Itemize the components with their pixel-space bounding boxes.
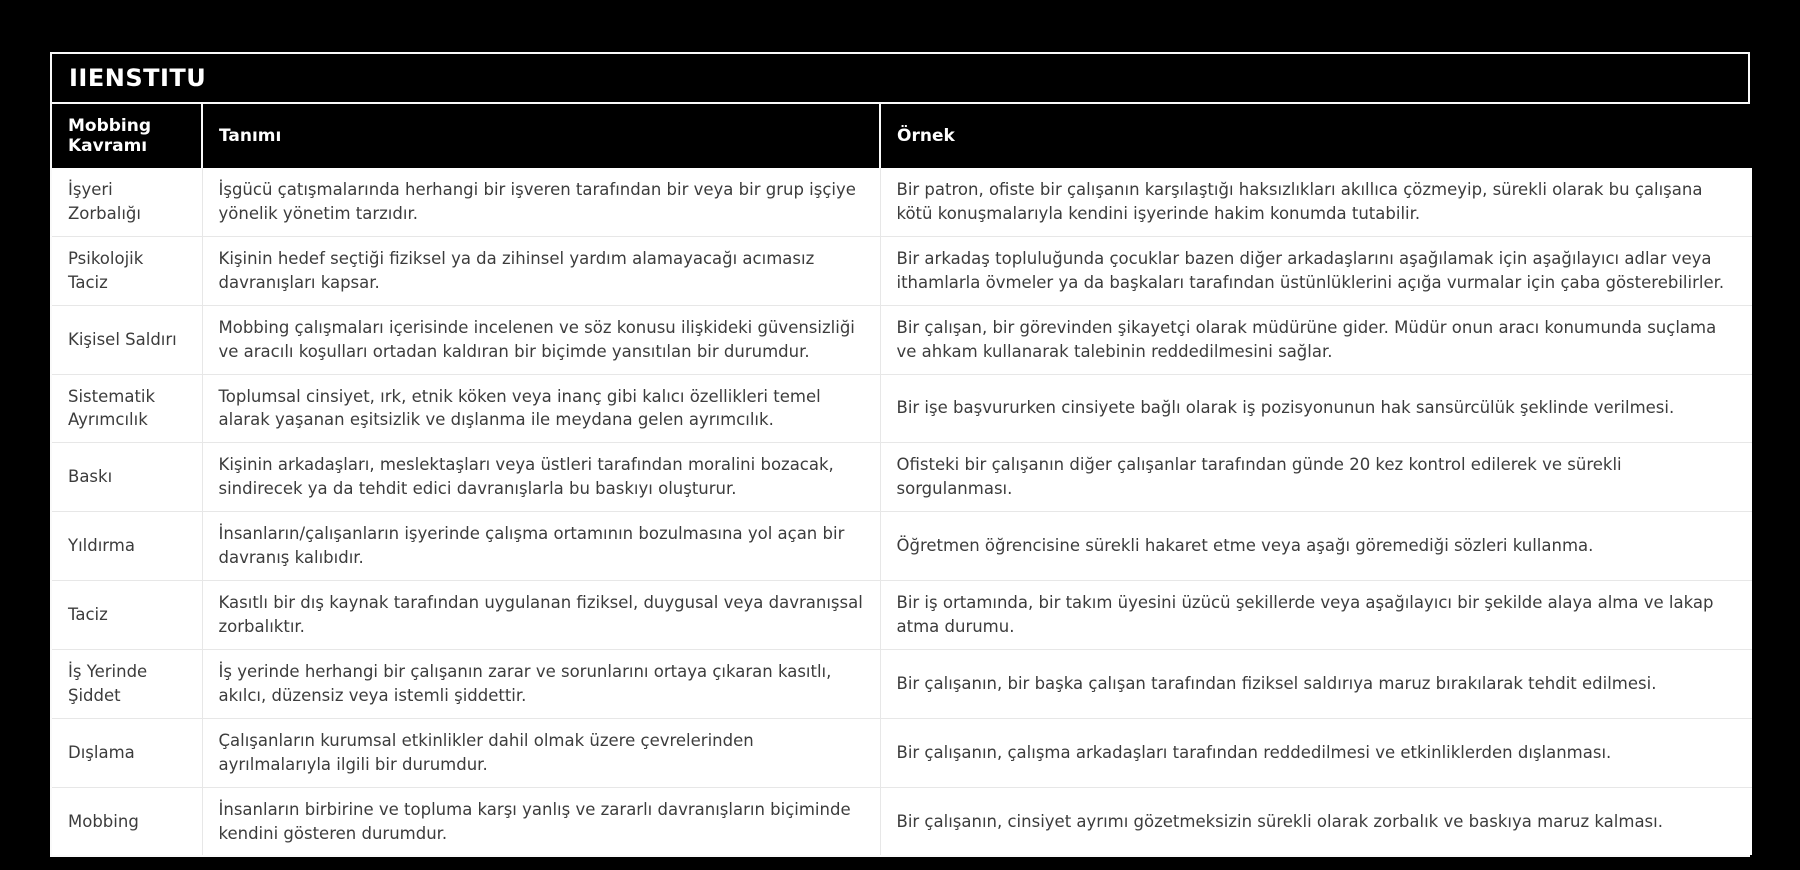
concept-cell: Psikolojik Taciz bbox=[52, 236, 202, 305]
concept-cell: Baskı bbox=[52, 443, 202, 512]
example-cell: Bir çalışan, bir görevinden şikayetçi olarak müdürüne gider. Müdür onun aracı konumunda suçlama ve ahkam kullanarak talebinin reddedilmesini sağlar. bbox=[880, 305, 1752, 374]
concept-cell: Mobbing bbox=[52, 787, 202, 855]
table-row bbox=[52, 236, 1752, 305]
table-row bbox=[52, 787, 1752, 855]
definition-cell: İşgücü çatışmalarında herhangi bir işveren tarafından bir veya bir grup işçiye yönelik yönetim tarzıdır. bbox=[202, 168, 880, 236]
definition-cell: Mobbing çalışmaları içerisinde incelenen ve söz konusu ilişkideki güvensizliği ve aracılı koşulları ortadan kaldıran bir biçimde yansıtılan bir durumdur. bbox=[202, 305, 880, 374]
definition-cell: Toplumsal cinsiyet, ırk, etnik köken veya inanç gibi kalıcı özellikleri temel alarak yaşanan eşitsizlik ve dışlanma ile meydana gelen ayrımcılık. bbox=[202, 374, 880, 443]
table-row bbox=[52, 443, 1752, 512]
table-row bbox=[52, 581, 1752, 650]
table-row bbox=[52, 649, 1752, 718]
table-header-row bbox=[52, 104, 1752, 168]
definition-cell: İnsanların/çalışanların işyerinde çalışma ortamının bozulmasına yol açan bir davranış kalıbıdır. bbox=[202, 512, 880, 581]
concept-cell: Kişisel Saldırı bbox=[52, 305, 202, 374]
example-cell: Bir çalışanın, çalışma arkadaşları tarafından reddedilmesi ve etkinliklerden dışlanması. bbox=[880, 718, 1752, 787]
example-cell: Bir patron, ofiste bir çalışanın karşılaştığı haksızlıkları akıllıca çözmeyip, sürekli olarak bu çalışana kötü konuşmalarıyla kendini işyerinde hakim konumda tutabilir. bbox=[880, 168, 1752, 236]
table-row bbox=[52, 168, 1752, 236]
table-row bbox=[52, 305, 1752, 374]
table-row bbox=[52, 718, 1752, 787]
example-cell: Öğretmen öğrencisine sürekli hakaret etme veya aşağı göremediği sözleri kullanma. bbox=[880, 512, 1752, 581]
concept-cell: Yıldırma bbox=[52, 512, 202, 581]
definition-cell: İş yerinde herhangi bir çalışanın zarar ve sorunlarını ortaya çıkaran kasıtlı, akılcı, düzensiz veya istemli şiddettir. bbox=[202, 649, 880, 718]
concept-cell: İşyeri Zorbalığı bbox=[52, 168, 202, 236]
definition-cell: Kişinin arkadaşları, meslektaşları veya üstleri tarafından moralini bozacak, sindirecek ya da tehdit edici davranışlarla bu baskıyı oluşturur. bbox=[202, 443, 880, 512]
definition-cell: Kasıtlı bir dış kaynak tarafından uygulanan fiziksel, duygusal veya davranışsal zorbalıktır. bbox=[202, 581, 880, 650]
column-header-definition: Tanımı bbox=[202, 104, 880, 168]
example-cell: Bir çalışanın, bir başka çalışan tarafından fiziksel saldırıya maruz bırakılarak tehdit edilmesi. bbox=[880, 649, 1752, 718]
concept-cell: İş Yerinde Şiddet bbox=[52, 649, 202, 718]
example-cell: Bir arkadaş topluluğunda çocuklar bazen diğer arkadaşlarını aşağılamak için aşağılayıcı adlar veya ithamlarla övmeler ya da başkaları tarafından üstünlüklerini açığa vurmalar için çaba gösterebilirler. bbox=[880, 236, 1752, 305]
table-header bbox=[52, 104, 1752, 168]
example-cell: Bir çalışanın, cinsiyet ayrımı gözetmeksizin sürekli olarak zorbalık ve baskıya maruz kalması. bbox=[880, 787, 1752, 855]
definition-cell: Çalışanların kurumsal etkinlikler dahil olmak üzere çevrelerinden ayrılmalarıyla ilgili bir durumdur. bbox=[202, 718, 880, 787]
column-header-example: Örnek bbox=[880, 104, 1752, 168]
definition-cell: İnsanların birbirine ve topluma karşı yanlış ve zararlı davranışların biçiminde kendini gösteren durumdur. bbox=[202, 787, 880, 855]
concept-cell: Sistematik Ayrımcılık bbox=[52, 374, 202, 443]
concept-cell: Taciz bbox=[52, 581, 202, 650]
table-body bbox=[52, 168, 1752, 855]
mobbing-concepts-table bbox=[52, 104, 1752, 855]
concept-cell: Dışlama bbox=[52, 718, 202, 787]
mobbing-table-card bbox=[50, 52, 1750, 857]
column-header-concept: Mobbing Kavramı bbox=[52, 104, 202, 168]
example-cell: Bir işe başvururken cinsiyete bağlı olarak iş pozisyonunun hak sansürcülük şeklinde verilmesi. bbox=[880, 374, 1752, 443]
table-row bbox=[52, 374, 1752, 443]
page-title: IIENSTITU bbox=[52, 54, 1748, 104]
definition-cell: Kişinin hedef seçtiği fiziksel ya da zihinsel yardım alamayacağı acımasız davranışları kapsar. bbox=[202, 236, 880, 305]
table-row bbox=[52, 512, 1752, 581]
example-cell: Ofisteki bir çalışanın diğer çalışanlar tarafından günde 20 kez kontrol edilerek ve sürekli sorgulanması. bbox=[880, 443, 1752, 512]
example-cell: Bir iş ortamında, bir takım üyesini üzücü şekillerde veya aşağılayıcı bir şekilde alaya alma ve lakap atma durumu. bbox=[880, 581, 1752, 650]
